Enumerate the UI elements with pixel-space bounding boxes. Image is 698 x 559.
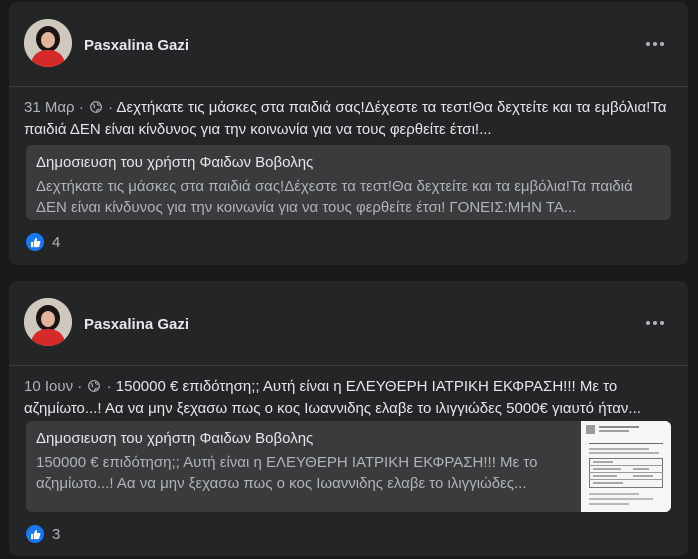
post-text [24,376,670,419]
document-thumbnail[interactable] [581,421,671,512]
shared-post-preview[interactable] [26,421,671,512]
like-count[interactable]: 4 [52,233,61,251]
separator: · [73,378,87,395]
post-message: Δεχτήκατε τις μάσκες στα παιδιά σας!Δέχεστε τα τεστ!Θα δεχτείτε και τα εμβόλια!Τα παιδιά ΔΕΝ είναι κίνδυνος για την κοινωνία για να τους φερθείτε έτσι!... [24,99,667,138]
more-options-icon[interactable] [640,311,670,335]
like-icon [26,233,44,251]
post-card [9,281,688,556]
separator: · [103,99,117,116]
more-options-icon[interactable] [640,32,670,56]
shared-post-title: Δημοσιευση του χρήστη Φαιδων Βοβολης [36,430,314,447]
post-text [24,97,670,140]
like-icon [26,525,44,543]
like-count[interactable]: 3 [52,525,61,543]
globe-icon[interactable] [90,98,102,119]
divider [9,365,688,366]
post-header [9,2,688,86]
author-avatar[interactable] [24,19,72,67]
reactions-bar[interactable] [26,233,60,251]
post-date[interactable]: 10 Ιουν [24,378,74,395]
shared-post-preview[interactable] [26,145,671,220]
author-name[interactable]: Pasxalina Gazi [84,37,190,54]
divider [9,86,688,87]
author-name[interactable]: Pasxalina Gazi [84,316,190,333]
post-header [9,281,688,365]
post-message: 150000 € επιδότηση;; Αυτή είναι η ΕΛΕΥΘΕΡΗ ΙΑΤΡΙΚΗ ΕΚΦΡΑΣΗ!!! Με το αζημίωτο...! Αα να μην ξεχασω πως ο κος Ιωαννιδης ελαβε το ιλιγγιώδες 5000€ γιαυτό ήταν... [24,378,641,417]
reactions-bar[interactable] [26,525,60,543]
shared-post-text: Δεχτήκατε τις μάσκες στα παιδιά σας!Δέχεστε τα τεστ!Θα δεχτείτε και τα εμβόλια!Τα παιδιά ΔΕΝ είναι κίνδυνος για την κοινωνία για να τους φερθείτε έτσι! ΓΟΝΕΙΣ:ΜΗΝ ΤΑ... [36,178,633,216]
separator: · [74,99,88,116]
post-card [9,2,688,265]
globe-icon[interactable] [88,377,100,398]
author-avatar[interactable] [24,298,72,346]
shared-post-title: Δημοσιευση του χρήστη Φαιδων Βοβολης [36,154,314,171]
post-date[interactable]: 31 Μαρ [24,99,75,116]
separator: · [102,378,116,395]
shared-post-text: 150000 € επιδότηση;; Αυτή είναι η ΕΛΕΥΘΕΡΗ ΙΑΤΡΙΚΗ ΕΚΦΡΑΣΗ!!! Με το αζημίωτο...! Αα να μην ξεχασω πως ο κος Ιωαννιδης ελαβε το ιλιγγιώδες... [36,454,538,492]
